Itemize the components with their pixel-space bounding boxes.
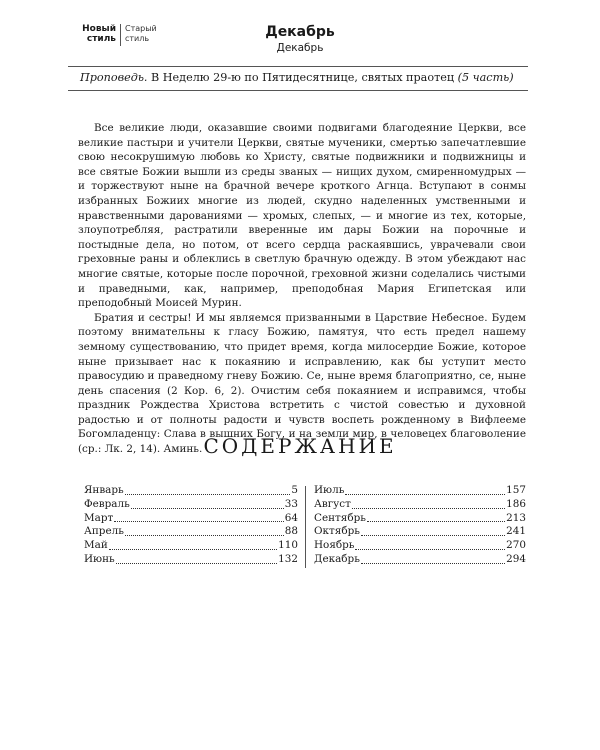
toc-leader (361, 553, 505, 564)
toc-month: Апрель (84, 525, 124, 538)
month-old-style: Декабрь (276, 42, 324, 54)
month-new-style: Декабрь (265, 24, 335, 40)
sermon-label: Проповедь. (80, 71, 148, 84)
toc-entry[interactable] (314, 484, 526, 498)
sermon-title-text: В Неделю 29-ю по Пятидесятнице, святых праотец (147, 71, 458, 84)
toc-page: 5 (291, 484, 298, 496)
toc-left-column (84, 484, 298, 567)
new-style-label: Новый стиль (82, 24, 116, 44)
toc-leader (352, 498, 505, 509)
toc-entry[interactable] (314, 525, 526, 539)
contents-title: СОДЕРЖАНИЕ (203, 434, 397, 458)
toc-entry[interactable] (314, 539, 526, 553)
sermon-part: (5 часть) (457, 71, 514, 84)
toc-page: 157 (506, 484, 526, 496)
toc-entry[interactable] (314, 512, 526, 526)
sermon-body (78, 121, 526, 457)
toc-page: 213 (506, 511, 526, 524)
toc-page: 110 (278, 539, 298, 552)
page-header (0, 24, 600, 64)
toc-month: Октябрь (314, 525, 360, 538)
toc-entry[interactable] (314, 553, 526, 567)
sermon-title (80, 71, 520, 85)
title-rule-bottom (68, 90, 528, 91)
toc-leader (116, 553, 277, 564)
toc-month: Июнь (84, 552, 115, 565)
toc-leader (367, 512, 505, 523)
toc-leader (125, 484, 291, 495)
toc-leader (109, 539, 277, 550)
title-rule-top (68, 66, 528, 67)
toc-page: 64 (284, 511, 298, 524)
toc-leader (125, 525, 284, 536)
toc-entry[interactable] (84, 539, 298, 553)
toc-month: Ноябрь (314, 539, 355, 552)
toc-month: Январь (84, 484, 124, 496)
toc-entry[interactable] (84, 498, 298, 512)
toc-page: 132 (278, 552, 298, 565)
toc-page: 270 (506, 539, 526, 552)
toc-month: Декабрь (314, 552, 360, 565)
toc-page: 33 (284, 497, 298, 510)
toc-month: Май (84, 539, 108, 552)
toc-entry[interactable] (84, 553, 298, 567)
paragraph: Все великие люди, оказавшие своими подвигами благодеяние Церкви, все великие пастыри и учители Церкви, святые мученики, смертью запечатлевшие свою несокрушимую любовь ко Христу, святые подвижники и подвижницы и все святые Божии вышли из среды званых — нищих духом, смиренномудрых — и торжествуют ныне на брачной вечере кроткого Агнца. Вступают в сонмы избранных Божиих многие из людей, скудно наделенных умственными и нравственными дарованиями — хромых, слепых, — и многие из тех, которые, злоупотребляя, растратили вверенные им дары Божии на порочные и постыдные дела, но потом, от всего сердца раскаявшись, уврачевали свои греховные раны и облеклись в светлую брачную одежду. В этом убеждают нас многие святые, которые после порочной, греховной жизни соделались чистыми и праведными, как, например, преподобная Мария Египетская или преподобный Моисей Мурин. (78, 122, 526, 310)
toc-leader (131, 498, 284, 509)
toc-right-column (314, 484, 526, 567)
toc-page: 294 (506, 552, 526, 565)
toc-entry[interactable] (84, 484, 298, 498)
toc-month: Февраль (84, 497, 130, 510)
toc-month: Август (314, 497, 351, 510)
month-heading (0, 24, 600, 55)
toc-entry[interactable] (84, 525, 298, 539)
toc-leader (114, 512, 284, 523)
toc-leader (345, 484, 505, 495)
toc-leader (361, 525, 505, 536)
toc-page: 241 (506, 525, 526, 538)
paragraph: Братия и сестры! И мы являемся призванными в Царствие Небесное. Будем поэтому внимательны к гласу Божию, памятуя, что есть предел нашему земному существованию, что придет время, когда милосердие Божие, которое ныне призывает нас к покаянию и исправлению, как бы уступит место правосудию и праведному гневу Божию. Се, ныне время благоприятно, се, ныне день спасения (2 Кор. 6, 2). Очистим себя покаянием и исправимся, чтобы праздник Рождества Христова встретить с чистой совестью и духовной радостью и от полноты радости и чувств воспеть рожденному в Вифлееме Богомладенцу: Слава в вышних Богу, и на земли мир, в человецех благоволение (ср.: Лк. 2, 14). Аминь. (78, 311, 526, 456)
toc-entry[interactable] (84, 512, 298, 526)
toc-entry[interactable] (314, 498, 526, 512)
toc-month: Сентябрь (314, 511, 366, 524)
toc-page: 88 (284, 525, 298, 538)
toc-month: Март (84, 511, 114, 524)
old-style-label: Старый стиль (125, 24, 157, 43)
toc-column-divider (305, 486, 306, 568)
toc-month: Июль (314, 484, 345, 496)
toc-page: 186 (506, 497, 526, 510)
toc-leader (355, 539, 505, 550)
